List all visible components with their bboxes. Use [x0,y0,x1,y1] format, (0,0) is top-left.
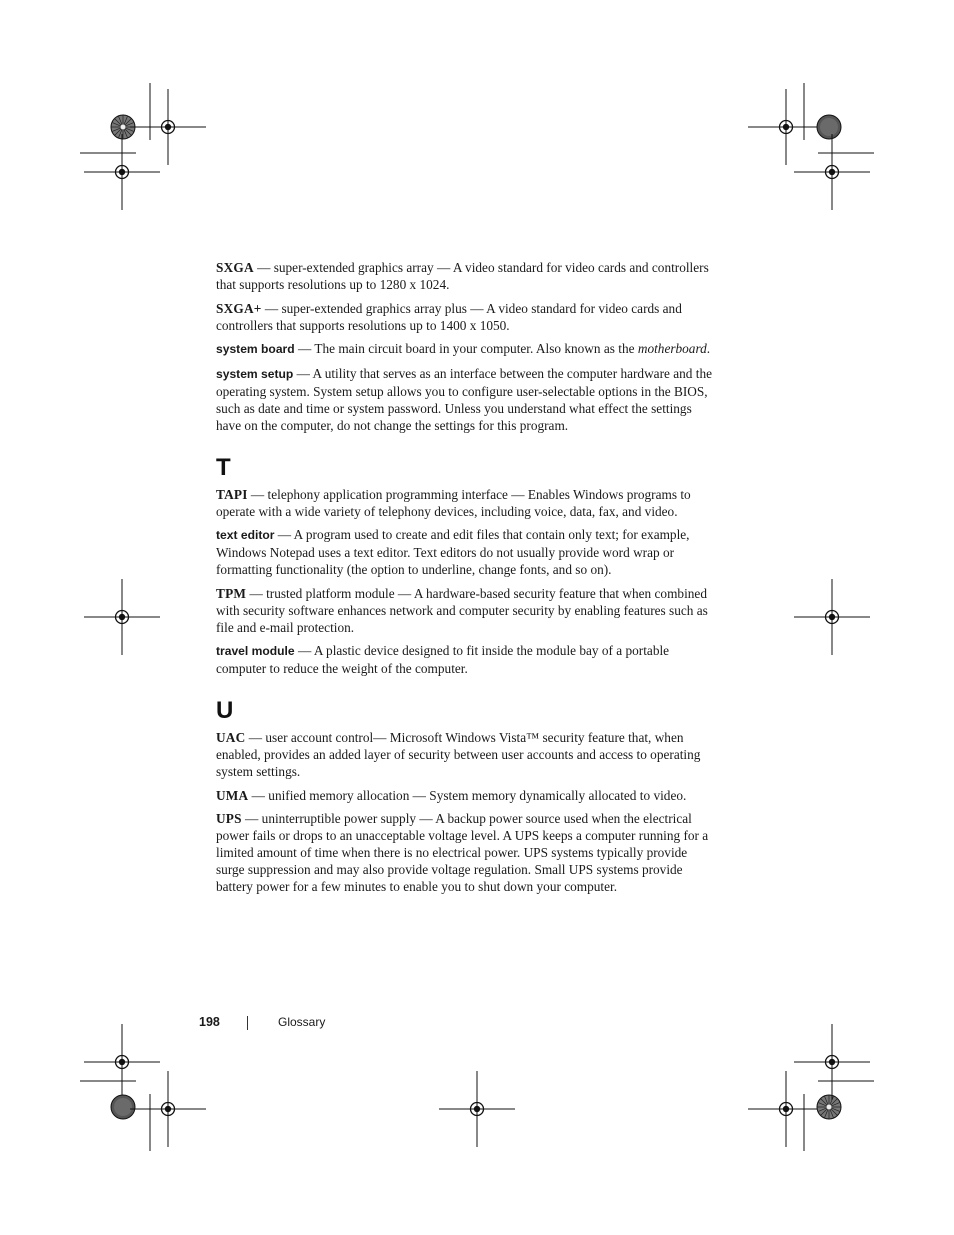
glossary-definition: — super-extended graphics array plus — A video standard for video cards and controllers that supports resolutions up to 1400 x 1050. [216,300,682,333]
glossary-term: UPS [216,811,242,826]
glossary-entry-travel-module [216,642,716,677]
crosshair-icon [84,1024,160,1100]
glossary-term: TAPI [216,486,248,502]
glossary-definition-italic: motherboard [637,341,707,356]
glossary-entry-text-editor [216,526,716,578]
glossary-definition: — telephony application programming interface — Enables Windows programs to operate with a wide variety of telephony devices, including voice, data, fax, and video. [216,486,691,519]
glossary-entry-system-board [216,340,716,358]
glossary-entry-sxga [216,259,716,293]
glossary-term: SXGA+ [216,300,262,316]
glossary-entry-uac [216,729,716,780]
glossary-entry-uma [216,787,716,804]
crosshair-icon [130,1071,206,1147]
glossary-definition: — A utility that serves as an interface between the computer hardware and the operating system. System setup allows you to configure user-selectable options in the BIOS, such as date and time or system password. Unless you understand what effect the settings have on the computer, do not change the settings for this program. [216,365,713,433]
crosshair-icon [794,1024,870,1100]
section-letter-t: T [216,453,231,481]
glossary-term: text editor [216,528,275,542]
registration-ball-icon [817,115,841,139]
section-letter-u: U [216,697,234,724]
glossary-entry-ups [216,810,716,895]
crosshair-icon [439,1071,515,1147]
glossary-definition: — unified memory allocation — System memory dynamically allocated to video. [248,787,687,803]
crosshair-icon [794,579,870,655]
glossary-definition: — A plastic device designed to fit inside the module bay of a portable computer to reduce the weight of the computer. [216,643,670,676]
crosshair-icon [84,579,160,655]
glossary-term: system setup [216,366,294,381]
glossary-definition: — super-extended graphics array — A video standard for video cards and controllers that supports resolutions up to 1280 x 1024. [216,260,709,292]
glossary-term: system board [216,342,295,356]
glossary-entry-tpm [216,585,716,636]
crosshair-icon [748,1071,824,1147]
crosshair-icon [84,134,160,210]
glossary-entry-sxga-plus [216,300,716,334]
glossary-term: SXGA [216,260,254,275]
glossary-definition: — A program used to create and edit files that contain only text; for example, Windows Notepad uses a text editor. Text editors do not usually provide word wrap or formatting functionality (the option to underline, change fonts, and so on). [216,527,690,577]
glossary-term: TPM [216,585,247,601]
glossary-entry-tapi [216,486,716,520]
crosshair-icon [130,89,206,165]
registration-ball-icon [111,1095,135,1119]
registration-star-icon [817,1095,841,1119]
glossary-definition: — The main circuit board in your computer. Also known as the [294,341,638,356]
glossary-definition: — trusted platform module — A hardware-based security feature that when combined with security software enhances network and computer security by enabling features such as file and e-mail protection. [216,585,708,635]
glossary-definition-tail: . [706,341,711,356]
page-number: 198 [199,1015,220,1029]
glossary-term: UMA [216,787,249,803]
footer-divider [247,1016,248,1030]
glossary-term: UAC [216,730,246,745]
glossary-entry-system-setup [216,365,716,434]
glossary-definition: — uninterruptible power supply — A backup power source used when the electrical power fails or drops to an unacceptable voltage level. A UPS keeps a computer running for a limited amount of time when there is no electrical power. UPS systems typically provide surge suppression and may also provide voltage regulation. Small UPS systems provide battery power for a few minutes to enable you to shut down your computer. [216,811,709,894]
glossary-definition: — user account control— Microsoft Windows Vista™ security feature that, when enabled, provides an added layer of security between user accounts and access to operating system settings. [216,730,701,779]
glossary-term: travel module [216,644,295,658]
crosshair-icon [748,89,824,165]
glossary-body [216,259,716,902]
footer-section-title: Glossary [278,1015,326,1029]
crosshair-icon [794,134,870,210]
